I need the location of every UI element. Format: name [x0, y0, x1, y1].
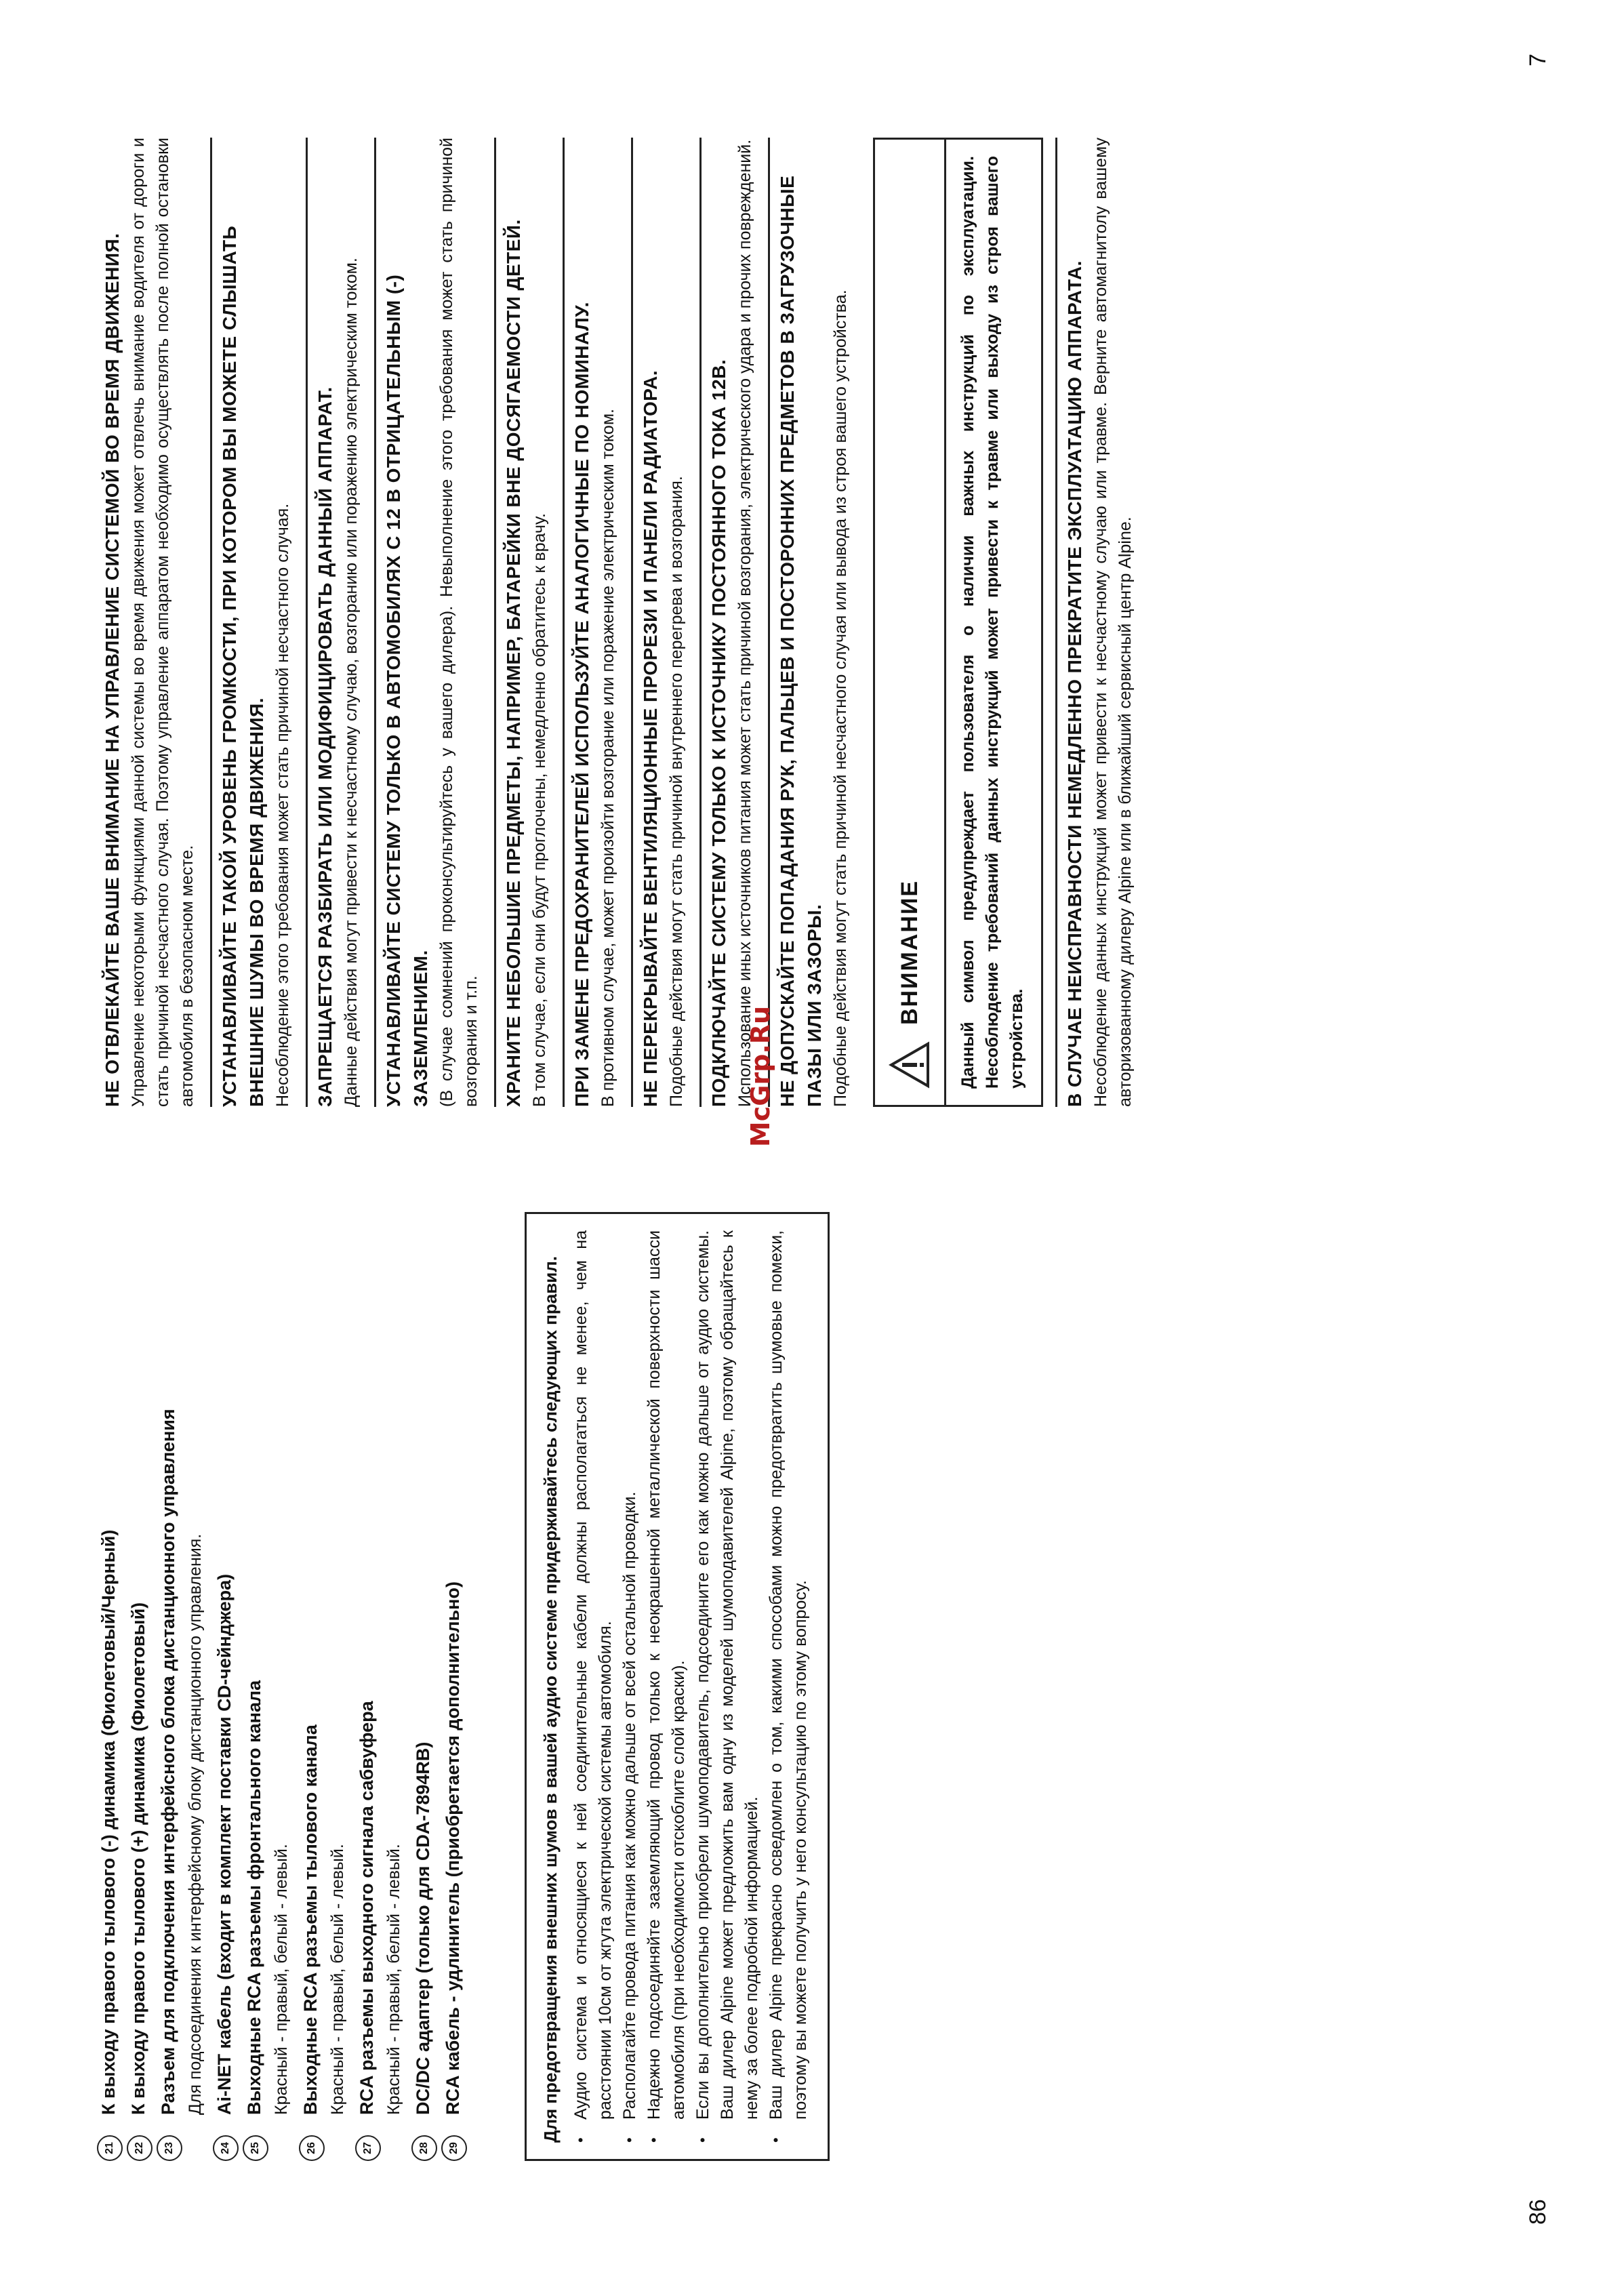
bullet-icon: • — [572, 2137, 589, 2143]
item-number: 23 — [157, 2135, 182, 2161]
warning-section — [306, 138, 374, 1107]
item-number: 29 — [441, 2135, 467, 2161]
bullet-icon: • — [694, 2137, 711, 2143]
list-item — [642, 1230, 691, 2143]
item-title: Выходные RCA разъемы фронтального канала — [244, 1680, 264, 2115]
attention-header — [875, 140, 946, 1105]
warning-section — [95, 138, 210, 1107]
warning-title: УСТАНАВЛИВАЙТЕ СИСТЕМУ ТОЛЬКО В АВТОМОБИЛЯХ С 12 В ОТРИЦАТЕЛЬНЫМ (-) ЗАЗЕМЛЕНИЕМ. — [383, 274, 431, 1107]
attention-box — [873, 138, 1043, 1107]
list-item — [691, 1230, 764, 2143]
warning-title: УСТАНАВЛИВАЙТЕ ТАКОЙ УРОВЕНЬ ГРОМКОСТИ, ПРИ КОТОРОМ ВЫ МОЖЕТЕ СЛЫШАТЬ ВНЕШНИЕ ШУМЫ ВО ВРЕМЯ ДВИЖЕНИЯ. — [219, 225, 267, 1107]
item-number: 27 — [355, 2135, 381, 2161]
connection-item — [95, 1212, 123, 2161]
connection-item — [353, 1212, 407, 2161]
connection-item — [155, 1212, 209, 2161]
item-number: 26 — [299, 2135, 325, 2161]
connection-item — [297, 1212, 351, 2161]
watermark: McGrp.Ru — [746, 1005, 775, 1148]
connection-item — [409, 1212, 437, 2161]
rule-text: Если вы дополнительно приобрели шумоподавитель, подсоедините его как можно дальше от аудио системы. Ваш дилер Alpine может предложить вам одну из моделей шумоподавителей Alpine, поэтому обращайтесь к нему за более подробной информацией. — [693, 1230, 761, 2120]
item-number: 28 — [411, 2135, 437, 2161]
final-warning-title: В СЛУЧАЕ НЕИСПРАВНОСТИ НЕМЕДЛЕННО ПРЕКРАТИТЕ ЭКСПЛУАТАЦИЮ АППАРАТА. — [1064, 260, 1085, 1107]
list-item — [617, 1230, 642, 2143]
noise-box-title: Для предотвращения внешних шумов в вашей аудио системе придерживайтесь следующих правил. — [540, 1256, 561, 2143]
left-column — [95, 1212, 830, 2161]
item-title: Выходные RCA разъемы тылового канала — [300, 1724, 321, 2115]
warning-text: В противном случае, может произойти возгорание или поражение электрическим током. — [598, 409, 617, 1107]
item-description: Красный - правый, белый - левый. — [384, 1844, 403, 2115]
item-number: 24 — [213, 2135, 239, 2161]
connection-item — [211, 1212, 239, 2161]
warning-triangle-icon — [889, 1041, 931, 1089]
final-warning-section — [1055, 138, 1148, 1107]
warning-title: ХРАНИТЕ НЕБОЛЬШИЕ ПРЕДМЕТЫ, НАПРИМЕР, БАТАРЕЙКИ ВНЕ ДОСЯГАЕМОСТИ ДЕТЕЙ. — [503, 219, 524, 1107]
item-number: 21 — [97, 2135, 123, 2161]
rule-text: Располагайте провода питания как можно дальше от всей остальной проводки. — [620, 1491, 639, 2120]
warning-title: ЗАПРЕЩАЕТСЯ РАЗБИРАТЬ ИЛИ МОДИФИЦИРОВАТЬ ДАННЫЙ АППАРАТ. — [314, 386, 336, 1107]
rule-text: Аудио система и относящиеся к ней соединительные кабели должны располагаться не менее, чем на расстоянии 10см от жгута электрической системы автомобиля. — [571, 1230, 615, 2120]
connection-list — [95, 1212, 467, 2161]
attention-text: Данный символ предупреждает пользователя о наличии важных инструкций по эксплуатации. Несоблюдение требований данных инструкций может привести к травме или выходу из строя вашего устройства. — [958, 156, 1026, 1089]
item-number: 25 — [243, 2135, 268, 2161]
item-title: RCA кабель - удлинитель (приобретается дополнительно) — [443, 1581, 463, 2115]
warning-section — [699, 138, 768, 1107]
rule-text: Надежно подсоединяйте заземляющий провод только к неокрашенной металлической поверхности шасси автомобиля (при необходимости отскоблите слой краски). — [645, 1230, 688, 2120]
warning-section — [563, 138, 631, 1107]
list-item — [764, 1230, 813, 2143]
final-warning-text: Несоблюдение данных инструкций может привести к несчастному случаю или травме. Верните автомагнитолу вашему авторизованному дилеру Alpine или в ближайший сервисный центр Alpine. — [1091, 138, 1135, 1107]
connection-item — [125, 1212, 153, 2161]
warning-text: Управление некоторыми функциями данной системы во время движения может отвлечь внимание водителя от дороги и стать причиной несчастного случая. Поэтому управление аппаратом необходимо осуществлять после полной остановки автомобиля в безопасном месте. — [129, 138, 197, 1107]
warning-title: НЕ ОТВЛЕКАЙТЕ ВАШЕ ВНИМАНИЕ НА УПРАВЛЕНИЕ СИСТЕМОЙ ВО ВРЕМЯ ДВИЖЕНИЯ. — [102, 233, 123, 1107]
page-number-right: 7 — [1525, 54, 1551, 66]
rule-text: Ваш дилер Alpine прекрасно осведомлен о том, какими способами можно предотвратить шумовые помехи, поэтому вы можете получить у него консультацию по этому вопросу. — [767, 1230, 810, 2120]
warning-title: ПРИ ЗАМЕНЕ ПРЕДОХРАНИТЕЛЕЙ ИСПОЛЬЗУЙТЕ АНАЛОГИЧНЫЕ ПО НОМИНАЛУ. — [571, 302, 592, 1107]
item-description: Красный - правый, белый - левый. — [328, 1844, 347, 2115]
warning-section — [768, 138, 864, 1107]
right-column — [95, 138, 1148, 1107]
item-number: 22 — [127, 2135, 153, 2161]
item-description: Красный - правый, белый - левый. — [272, 1844, 291, 2115]
warning-title: НЕ ПЕРЕКРЫВАЙТЕ ВЕНТИЛЯЦИОННЫЕ ПРОРЕЗИ И ПАНЕЛИ РАДИАТОРА. — [640, 370, 661, 1107]
warning-section — [210, 138, 306, 1107]
bullet-icon: • — [645, 2137, 662, 2143]
warning-text: (В случае сомнений проконсультируйтесь у вашего дилера). Невыполнение этого требования может стать причиной возгорания и т.п. — [437, 138, 481, 1107]
warning-text: Подобные действия могут стать причиной внутреннего перегрева и возгорания. — [667, 476, 686, 1107]
connection-item — [439, 1212, 467, 2161]
warning-text: В том случае, если они будут проглочены, немедленно обратитесь к врачу. — [530, 513, 549, 1107]
noise-rules-list — [569, 1230, 813, 2143]
item-title: Разъем для подключения интерфейсного блока дистанционного управления — [158, 1409, 178, 2115]
item-title: К выходу правого тылового (+) динамика (Фиолетовый) — [128, 1602, 148, 2115]
bullet-icon: • — [767, 2137, 784, 2143]
warning-text: Подобные действия могут стать причиной несчастного случая или вывода из строя вашего устройства. — [831, 289, 850, 1107]
warning-text: Данные действия могут привести к несчастному случаю, возгоранию или поражению электрическим током. — [342, 258, 361, 1107]
attention-title: ВНИМАНИЕ — [896, 879, 922, 1025]
item-title: DC/DC адаптер (только для CDA-7894RB) — [413, 1741, 433, 2115]
warning-section — [494, 138, 563, 1107]
item-description: Для подсоединения к интерфейсному блоку дистанционного управления. — [186, 1533, 205, 2115]
warning-section — [631, 138, 699, 1107]
warning-text: Использование иных источников питания может стать причиной возгорания, электрического удара и прочих повреждений. — [735, 139, 754, 1107]
list-item — [569, 1230, 617, 2143]
connection-item — [241, 1212, 295, 2161]
page-number-left: 86 — [1525, 2199, 1551, 2225]
noise-prevention-box — [525, 1212, 830, 2161]
bullet-icon: • — [621, 2137, 638, 2143]
item-title: Ai-NET кабель (входит в комплект поставки CD-чейнджера) — [214, 1573, 235, 2115]
warning-title: НЕ ДОПУСКАЙТЕ ПОПАДАНИЯ РУК, ПАЛЬЦЕВ И ПОСТОРОННИХ ПРЕДМЕТОВ В ЗАГРУЗОЧНЫЕ ПАЗЫ ИЛИ ЗАЗОРЫ. — [777, 175, 825, 1107]
item-title: RCA разъемы выходного сигнала сабвуфера — [357, 1701, 377, 2115]
warning-title: ПОДКЛЮЧАЙТЕ СИСТЕМУ ТОЛЬКО К ИСТОЧНИКУ ПОСТОЯННОГО ТОКА 12В. — [708, 359, 729, 1107]
warning-text: Несоблюдение этого требования может стать причиной несчастного случая. — [273, 503, 292, 1107]
item-title: К выходу правого тылового (-) динамика (Фиолетовый/Черный) — [98, 1529, 119, 2115]
warning-section — [374, 138, 494, 1107]
